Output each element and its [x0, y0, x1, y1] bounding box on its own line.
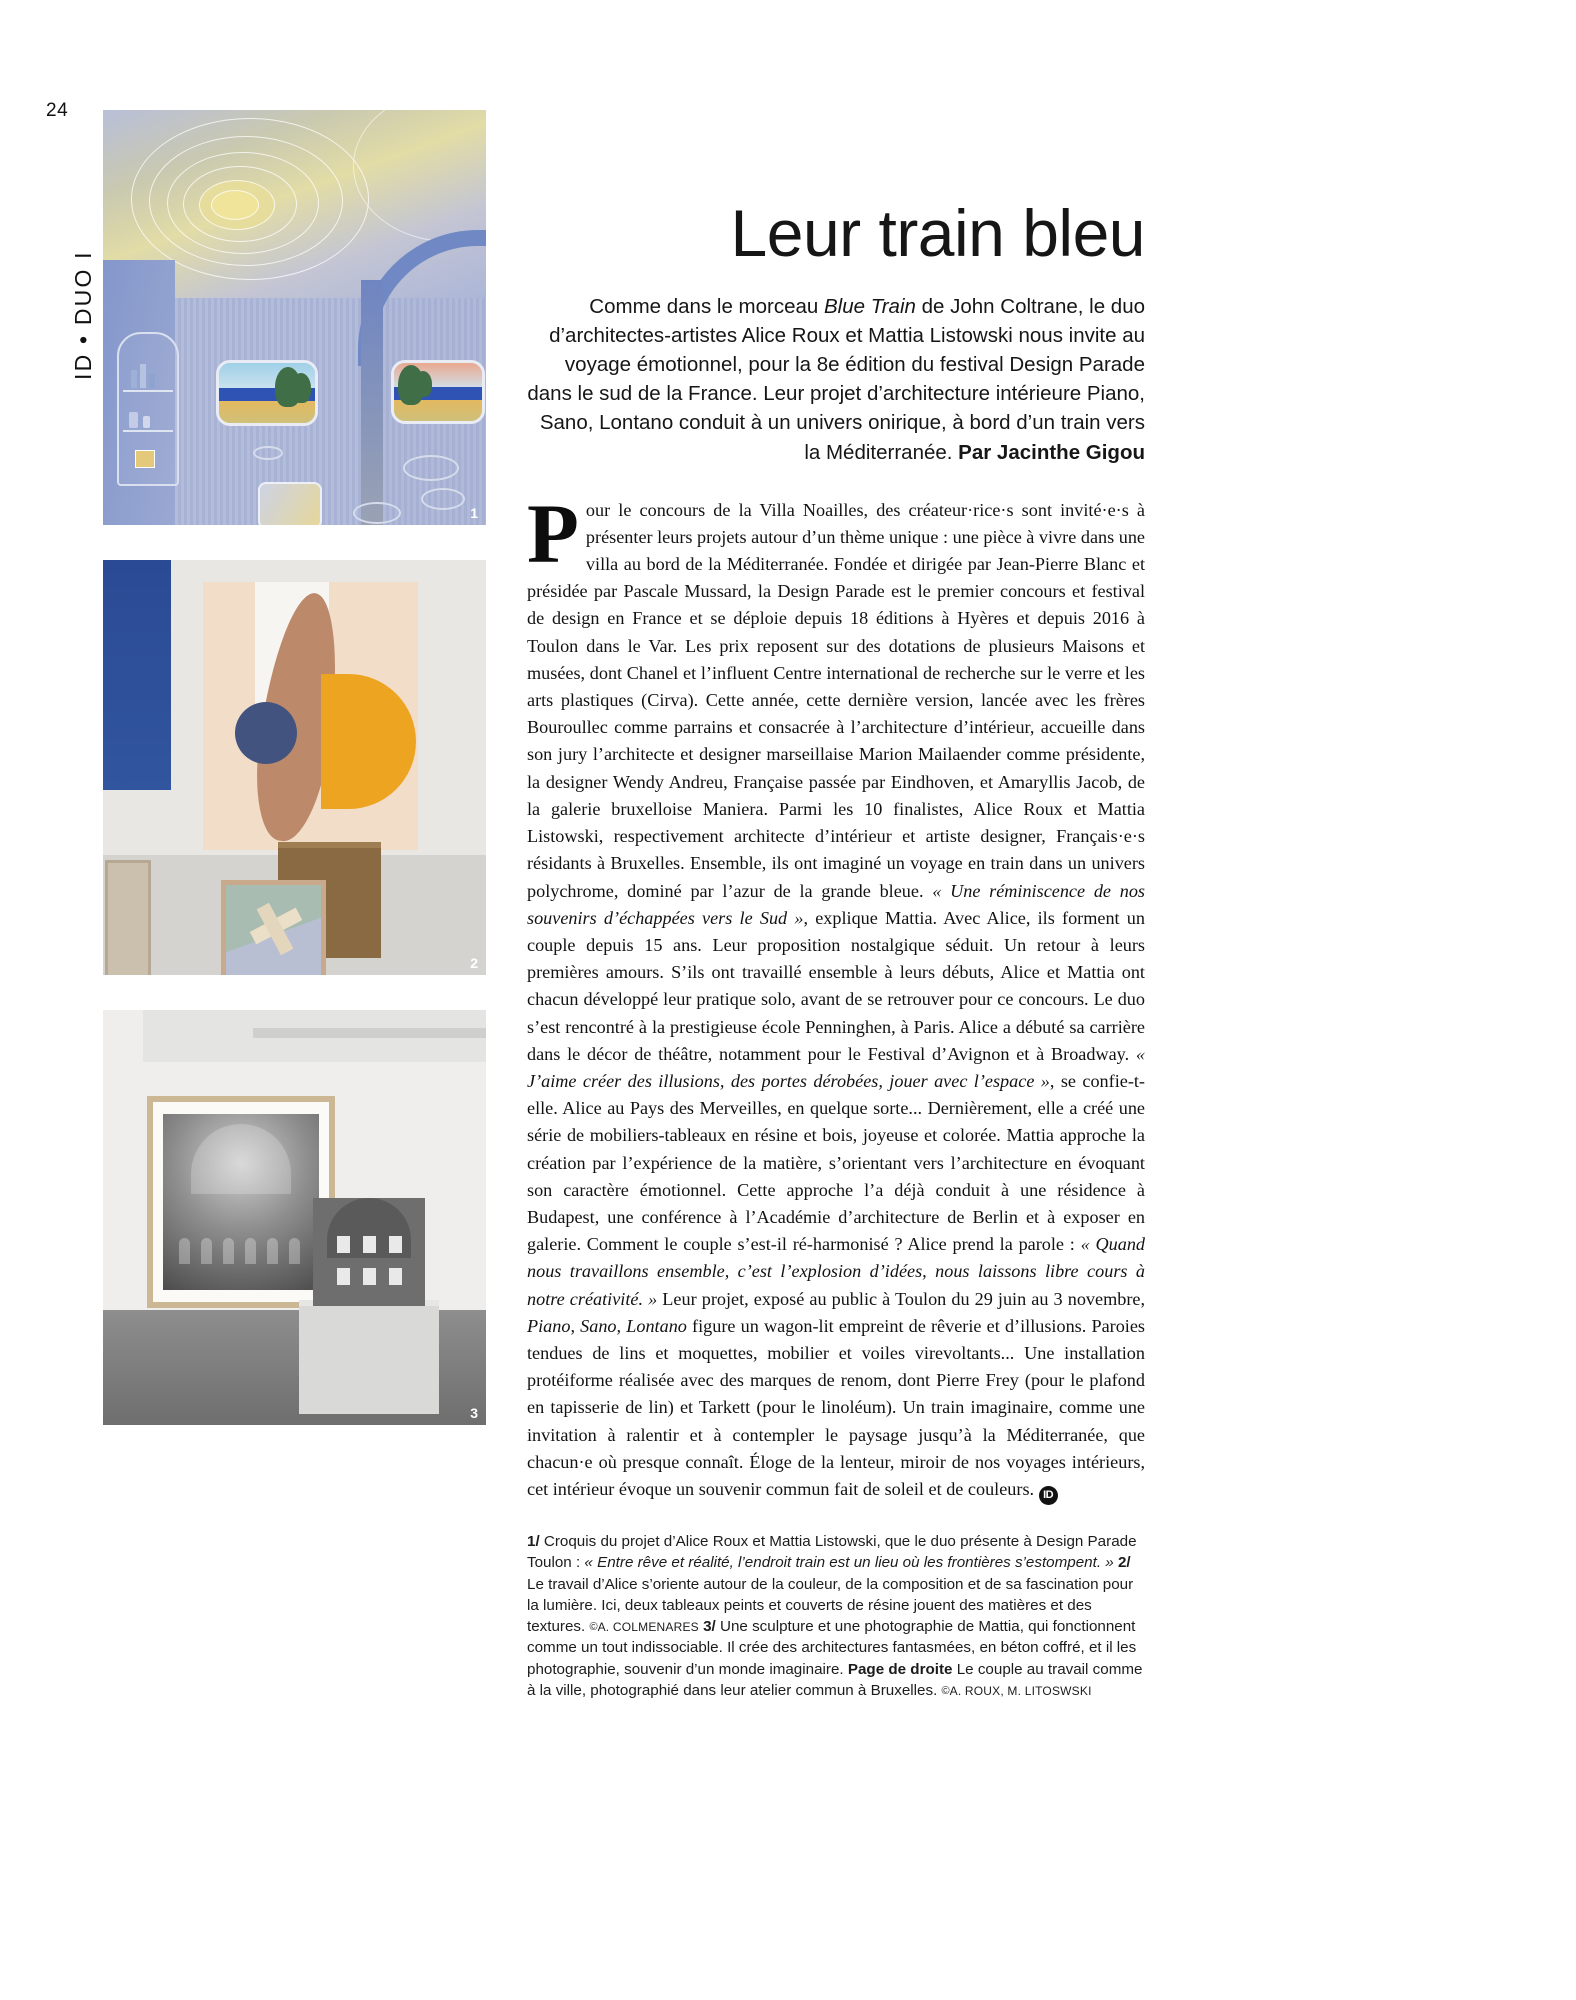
quote-2: « J’aime créer des illusions, des portes dérobées, jouer avec l’espace »	[527, 1043, 1145, 1091]
page-number: 24	[46, 100, 69, 121]
caption-text-3: Une sculpture et une photographie de Mattia, qui fonctionnent comme un tout indissociable. Il crée des architectures fantasmées, en béton coffré, et il les photographie, souvenir d’un monde imaginaire.	[527, 1618, 1137, 1678]
photo-3-sculpture	[103, 1010, 486, 1425]
end-mark-logo: ID	[1039, 1486, 1058, 1505]
caption-right-page-label: Page de droite	[847, 1660, 953, 1678]
caption-number-1: 1/	[527, 1532, 540, 1550]
article-body	[527, 486, 1146, 1505]
framed-photograph	[147, 1096, 335, 1308]
standfirst-text-b: de John Coltrane, le duo d’architectes-artistes Alice Roux et Mattia Listowski nous invite au voyage émotionnel, pour la 8e édition du festival Design Parade dans le sud de la France. Leur projet d’architecture intérieure Piano, Sano, Lontano conduit à un univers onirique, à bord d’un train vers la Méditerranée.	[527, 295, 1145, 464]
body-seg-1: our le concours de la Villa Noailles, des créateur·rice·s sont invité·e·s à présenter leurs projets autour d’un thème unique : une pièce à vivre dans une villa au bord de la Méditerranée. Fondée et dirigée par Jean-Pierre Blanc et présidée par Pascale Mussard, la Design Parade est le premier concours et festival de design en France et se déploie depuis 18 éditions à Hyères et depuis 2016 à Toulon dans le Var. Les prix reposent sur des dotations de plusieurs Maisons et musées, dont Chanel et l’influent Centre international de recherche sur le verre et les arts plastiques (Cirva). Cette année, cette dernière version, lancée avec les frères Bouroullec comme parrains et consacrée à l’architecture d’intérieur, accueille dans son jury l’architecte et designer marseillaise Marion Mailaender comme présidente, la designer Wendy Andreu, Française passée par Eindhoven, et Amaryllis Jacob, de la galerie bruxelloise Maniera. Parmi les 10 finalistes, Alice Roux et Mattia Listowski, respectivement architecte d’intérieur et artiste designer, Français·e·s résidants à Bruxelles. Ensemble, ils ont imaginé un voyage en train dans un univers polychrome, dominé par l’azur de la grande bleue.	[527, 499, 1145, 901]
body-seg-3: , se confie-t-elle. Alice au Pays des Merveilles, en quelque sorte... Dernièrement, elle a créé une série de mobiliers-tableaux en résine et bois, joyeuse et colorée. Mattia approche la création par l’expérience de la matière, s’orientant vers l’architecture en évoquant son caractère émotionnel. Cette approche l’a déjà conduit à une résidence à Budapest, une conférence à l’Académie d’architecture de Berlin et à exposer en galerie. Comment le couple s’est-il ré-harmonisé ? Alice prend la parole :	[527, 1070, 1145, 1255]
window-left	[216, 360, 318, 426]
page-title: Leur train bleu	[730, 196, 1145, 270]
pedestal	[299, 1306, 439, 1414]
copyright-icon-1: ©	[589, 1621, 598, 1634]
credit-2: A. COLMENARES	[597, 1620, 699, 1635]
table-dish-3	[353, 502, 401, 524]
body-seg-5: figure un wagon-lit empreint de rêverie et d’illusions. Paroies tendues de lins et moquettes, mobilier et voiles virevoltants... Une installation protéiforme réalisée avec des marques de renom, dont Pierre Frey (pour le plafond en tapisserie de lin) et Tarkett (pour le linoléum). Un train imaginaire, comme une invitation à ralentir et à contempler le paysage jusqu’à la Méditerranée, que chacun·e où presque connaît. Éloge de la lenteur, miroir de nos voyages intérieurs, cet intérieur évoque un souvenir commun fait de soleil et de couleurs.	[527, 1315, 1145, 1499]
body-paragraph	[527, 486, 1146, 1505]
table-dish-1	[403, 455, 459, 481]
table-dish-2	[421, 488, 465, 510]
leaning-canvas	[105, 860, 151, 975]
window-right	[391, 360, 485, 424]
photograph-image	[163, 1114, 319, 1290]
caption-text-2: Le travail d’Alice s’oriente autour de la couleur, de la composition et de sa fascination pour la lumière. Ici, deux tableaux peints et couverts de résine jouent des matières et des textures.	[527, 1575, 1134, 1636]
running-head	[40, 150, 96, 390]
standfirst-text-a: Comme dans le morceau	[589, 295, 824, 318]
standfirst-album-title: Blue Train	[824, 295, 916, 318]
photo-number-3: 3	[470, 1405, 478, 1421]
quote-3: « Quand nous travaillons ensemble, c’est l’explosion d’idées, nous laissons libre cours à notre créativité. »	[527, 1234, 1146, 1309]
caption-text-1: Croquis du projet d’Alice Roux et Mattia Listowski, que le duo présente à Design Parade Toulon :	[527, 1532, 1137, 1572]
standfirst	[527, 292, 1145, 467]
table-dish-4	[253, 446, 283, 460]
article-column	[527, 104, 1145, 1701]
center-column	[361, 280, 383, 525]
small-painting	[221, 880, 326, 975]
shelf-cabinet	[117, 332, 179, 486]
concrete-sculpture	[313, 1198, 425, 1306]
body-seg-2: , explique Mattia. Avec Alice, ils forment un couple depuis 15 ans. Leur proposition nostalgique séduit. Un retour à leurs premières amours. S’ils ont travaillé ensemble à leurs débuts, Alice et Mattia ont chacun développé leur pratique solo, avant de se retrouver pour ce concours. Le duo s’est rencontré à la prestigieuse école Penninghen, à Paris. Alice a débuté sa carrière dans le décor de théâtre, notamment pour le Festival d’Avignon et à Broadway.	[527, 907, 1145, 1064]
photo-number-1: 1	[470, 505, 478, 521]
body-seg-4: Leur projet, exposé au public à Toulon du 29 juin au 3 novembre,	[657, 1288, 1145, 1309]
photo-number-2: 2	[470, 955, 478, 971]
painting-shape-ochre	[321, 674, 416, 809]
byline: Par Jacinthe Gigou	[958, 440, 1145, 464]
caption-quote-1: « Entre rêve et réalité, l’endroit train est un lieu où les frontières s’estompent. »	[584, 1554, 1114, 1572]
ceiling-light-beam	[253, 1028, 486, 1038]
large-painting	[203, 582, 418, 850]
painting-shape-navy	[235, 702, 297, 764]
seat-back	[258, 482, 322, 525]
quote-1: « Une réminiscence de nos souvenirs d’échappées vers le Sud »	[527, 880, 1145, 928]
dome-interior	[191, 1124, 291, 1194]
credit-4: A. ROUX, M. LITOSWSKI	[949, 1683, 1092, 1698]
blue-hanging	[103, 560, 171, 790]
photo-1-train-sketch	[103, 110, 486, 525]
drop-cap: P	[527, 486, 579, 581]
running-head-label: ID • DUO I	[70, 250, 96, 380]
caption-number-2: 2/	[1113, 1554, 1131, 1572]
photo-2-painting	[103, 560, 486, 975]
caption-text-4: Le couple au travail comme à la ville, photographié dans leur atelier commun à Bruxelles.	[527, 1660, 1143, 1699]
captions-block	[527, 1531, 1145, 1701]
caption-number-3: 3/	[698, 1618, 716, 1636]
project-title: Piano, Sano, Lontano	[527, 1315, 687, 1336]
copyright-icon-2: ©	[941, 1684, 950, 1697]
